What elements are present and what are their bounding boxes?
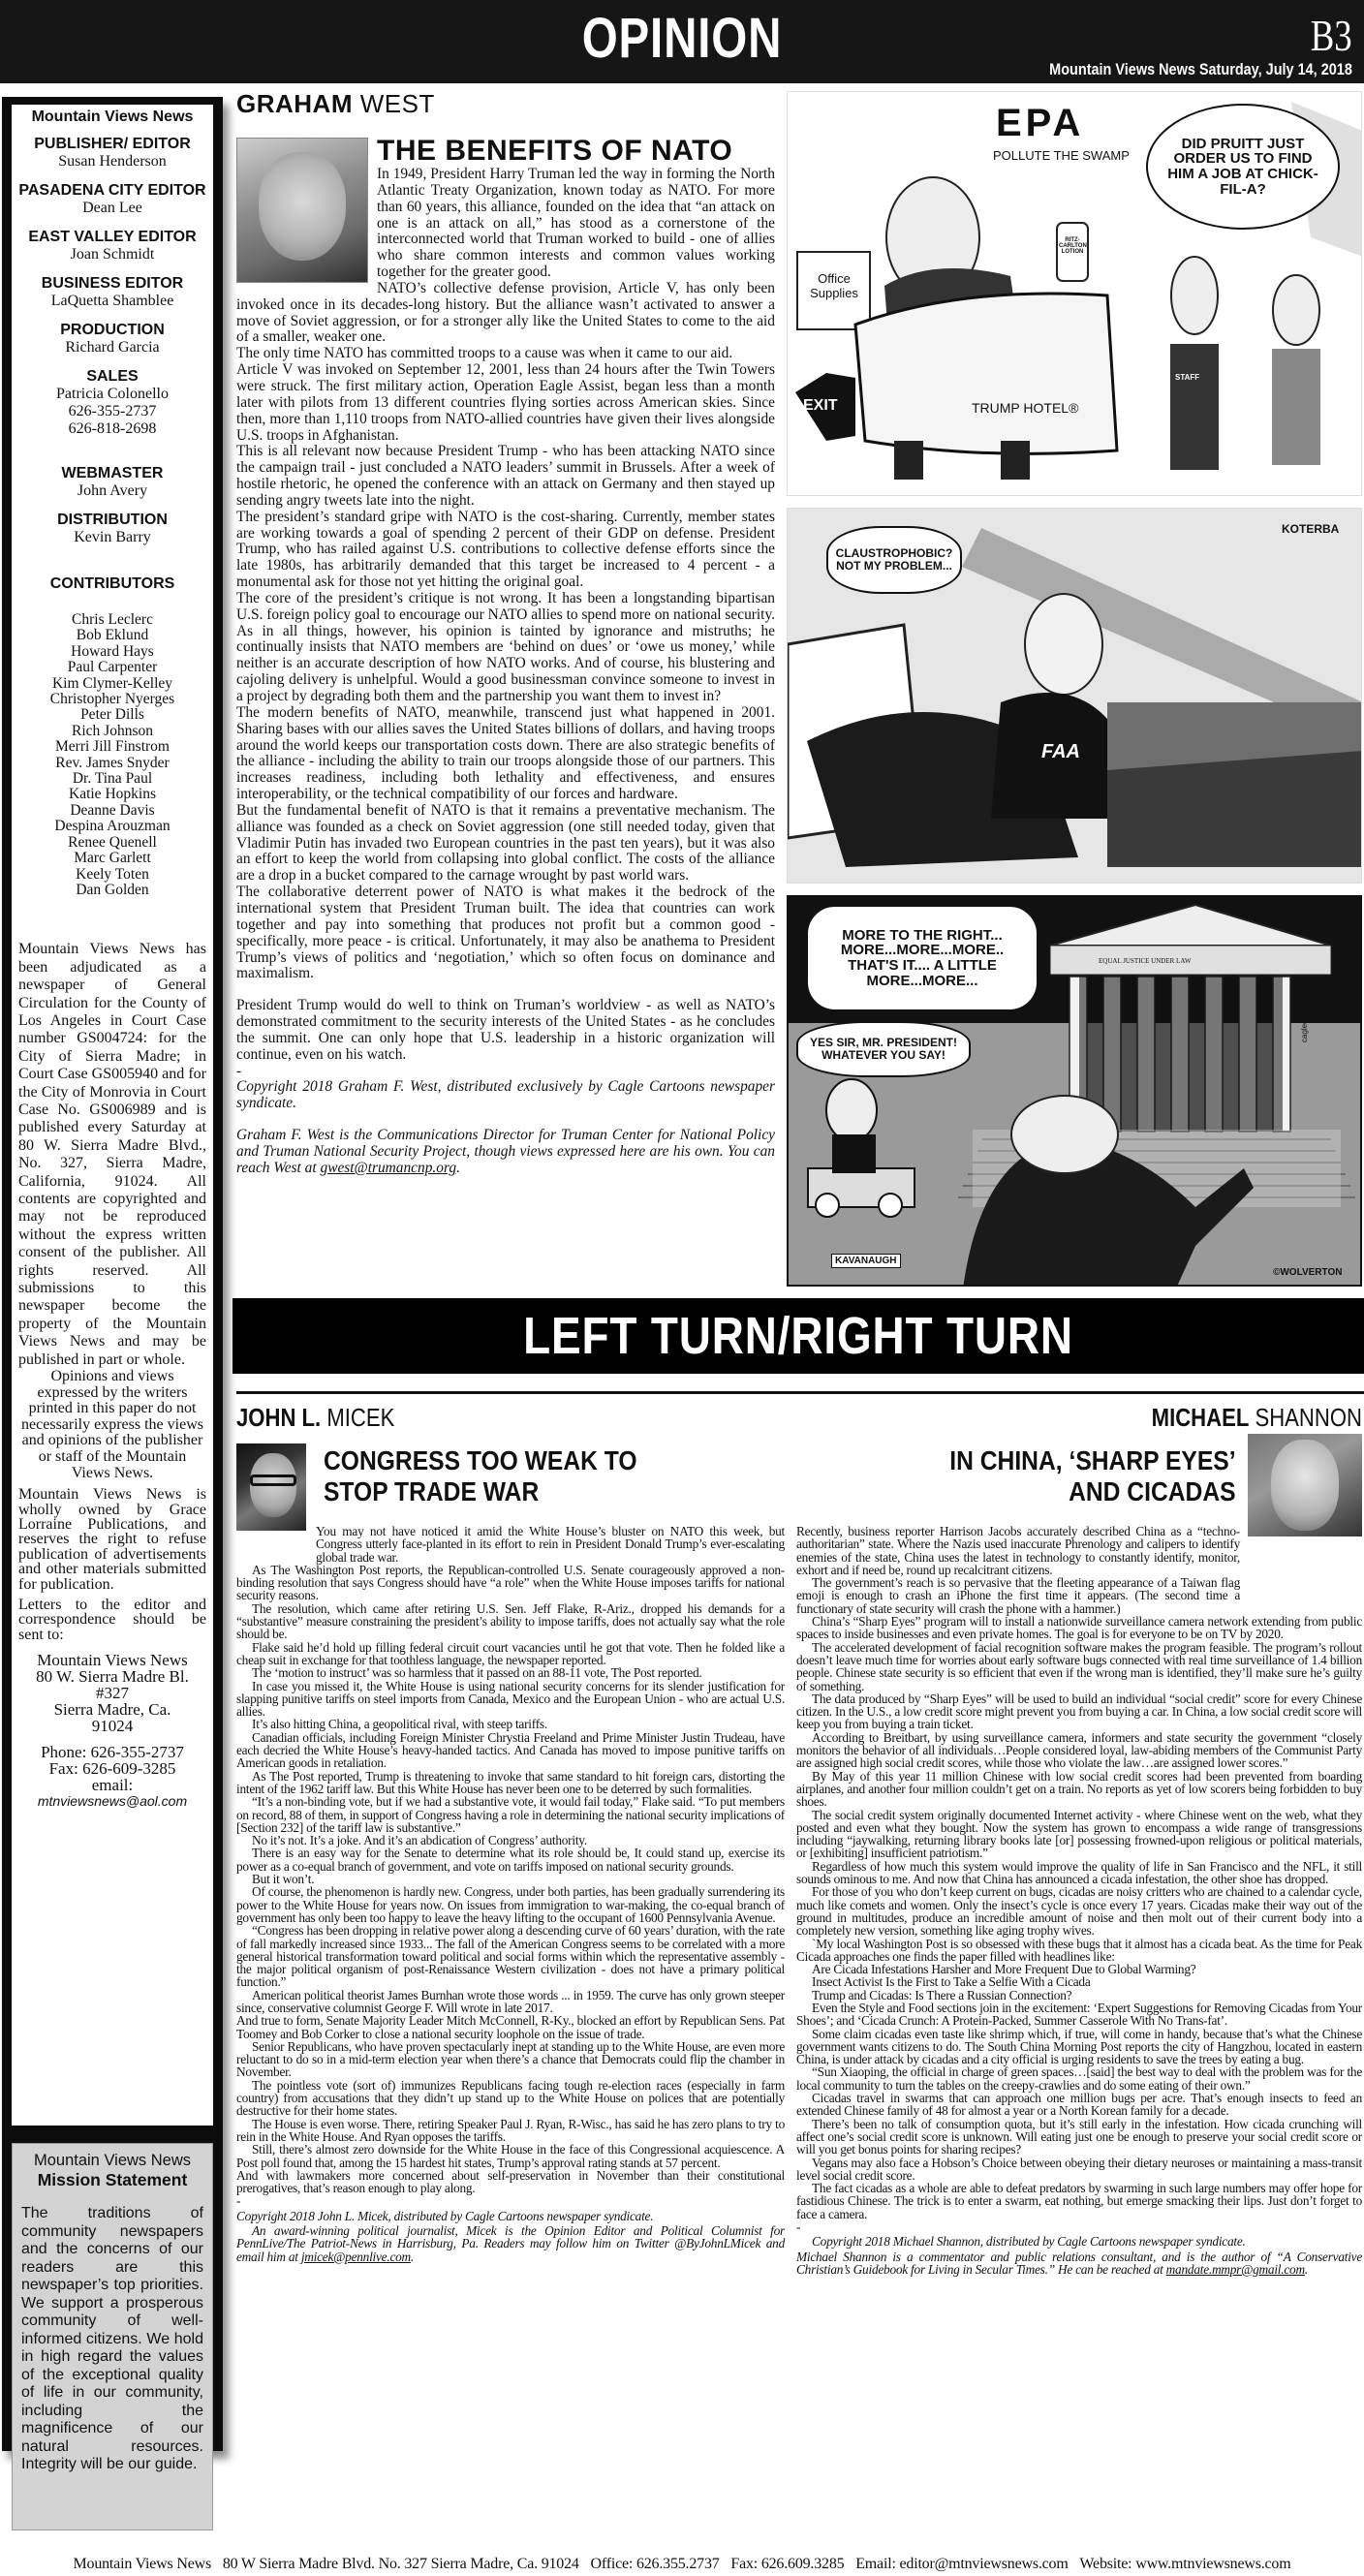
letters-notice: Letters to the editor and correspondence should be sent to:: [18, 1597, 206, 1643]
staff-name: Joan Schmidt: [70, 246, 155, 263]
paragraph: There is an easy way for the Senate to determine what its role should be, It could stand up, exercise its power as a co-equal branch of government, and vote on tariffs imposed on national security grounds.: [236, 1846, 785, 1874]
article-body: [236, 1525, 785, 2263]
email-label: email:: [91, 1776, 134, 1795]
paragraph: The modern benefits of NATO, meanwhile, transcend just what happened in 2001. Sharing bases with our allies saves the United States billions of dollars, and having troops around the world keeps our transportation costs down. There are also strategic benefits of the alliance - including the ability to train our troops alongside those of our partners. This increases readiness, including both lethality and effectiveness, and ensures interoperability, or the technical compatibility of our forces and hardware.: [236, 703, 775, 803]
paragraph: As The Post reported, Trump is threatening to invoke that same standard to hit foreign cars, distorting the intent of the 1962 tariff law. But this White House has never been one to be deterred by such formalities.: [236, 1768, 785, 1796]
contributor: Rich Johnson: [72, 722, 153, 739]
paragraph: The House is even worse. There, retiring Speaker Paul J. Ryan, R-Wisc., has said he has zero plans to try to rein in the White House. And Ryan opposes the tariffs.: [236, 2116, 785, 2144]
author-email-link[interactable]: jmicek@pennlive.com: [300, 2249, 411, 2264]
copyright-notice: Copyright 2018 Graham F. West, distributed exclusively by Cagle Cartoons newspaper syndicate.: [236, 1078, 775, 1112]
contributor: Renee Quenell: [68, 833, 157, 851]
photo-spacer: [1240, 1525, 1362, 1540]
masthead: [0, 0, 1364, 83]
paragraph: The collaborative deterrent power of NATO is what makes it the bedrock of the international system that President Truman built. The idea that countries can work together and pay into something that produces not profit but a common good - specifically, more peace - is critical. Unfortunately, it may also be anathema to President Trump’s views of politics and ‘negotiation,’ which so often focus on dominance and maximalism.: [236, 884, 775, 982]
paragraph: There’s been no talk of consumption quota, but it’s still early in the infestation. How cicada crunching will affect one’s social credit score is unknown. Will eating just one be enough to preserve your social credit score or will you get bonus points for sharing recipes?: [796, 2116, 1362, 2157]
paragraph: But it won’t.: [252, 1872, 315, 1887]
separator: -: [796, 2219, 801, 2235]
photo-spacer: [1240, 1540, 1362, 1595]
cartoonist-signature: KOTERBA: [1282, 522, 1340, 536]
author-email-link[interactable]: gwest@trumancnp.org: [320, 1159, 457, 1176]
cartoon-subtitle: POLLUTE THE SWAMP: [993, 148, 1130, 163]
bio-text: An award-winning political journalist, Micek is the Opinion Editor and Political Columnist for PennLive/The Patriot-News in Harrisburg, Pa. Readers may follow him on Twitter @ByJohnLMicek and email him at: [236, 2223, 785, 2264]
copyright-notice: Copyright 2018 John L. Micek, distributed by Cagle Cartoons newspaper syndicate.: [236, 2208, 654, 2223]
fax: Fax: 626-609-3285: [48, 1759, 176, 1779]
bio-text: .: [410, 2249, 415, 2264]
staff-role: DISTRIBUTION: [57, 512, 168, 528]
paragraph: According to Breitbart, by using surveillance camera, informers and state security the government “closely monitors the behavior of all individuals…People considered loyal, law-abiding members of the Communist Party are assigned high social credit scores, while those who violate the law…are assigned lower scores.”: [796, 1729, 1362, 1771]
address-line: 91024: [91, 1717, 134, 1736]
paragraph: The social credit system originally documented Internet activity - where Chinese went on the web, what they posted and even what they bought. Now the system has grown to encompass a wide range of transgressions including “jaywalking, returning library books late [or] possessing frowned-upon religious or political materials, or [exhibiting] insufficient patriotism.”: [796, 1807, 1362, 1861]
article-benefits-of-nato: [236, 89, 775, 1290]
sales-phone: 626-818-2698: [68, 420, 157, 437]
headline-line: IN CHINA, ‘SHARP EYES’: [949, 1445, 1236, 1475]
author-byline: [236, 89, 775, 119]
editorial-cartoon-kavanaugh: [787, 895, 1362, 1287]
paragraph: Even the Style and Food sections join in the excitement: ‘Expert Suggestions for Removing Cicadas from Your Shoes’; and ‘Cicada Crunch: A Protein-Packed, Summer Casserole With No Trans-fat’.: [796, 2000, 1362, 2029]
speech-bubble-president: MORE TO THE RIGHT... MORE...MORE...MORE.. THAT'S IT.... A LITTLE MORE...MORE...: [806, 905, 1038, 1011]
paragraph: Recently, business reporter Harrison Jacobs accurately described China as a “techno-authoritarian” state. Where the Nazis used inaccurate Phrenology and calipers to identify enemies of the state, China uses the latest in technology to constantly identify, monitor, exhort and if need be, round up recalcitrant citizens.: [796, 1524, 1240, 1577]
cartoon-label: TRUMP HOTEL®: [972, 400, 1079, 416]
page-footer: [0, 2556, 1364, 2573]
cartoon-label: FAA: [1041, 741, 1080, 762]
contributor: Peter Dills: [80, 706, 144, 724]
contributor: Paul Carpenter: [67, 659, 158, 676]
staff-role: EAST VALLEY EDITOR: [28, 229, 197, 245]
staff-role: PUBLISHER/ EDITOR: [34, 136, 191, 152]
section-banner: [232, 1298, 1364, 1374]
paragraph: Vegans may also face a Hobson’s Choice between obeying their dietary neuroses or maintaining a mass-transit level social credit score.: [796, 2155, 1362, 2183]
bio-text: Michael Shannon is a commentator and public relations consultant, and is the author of “A Conservative Christian’s Guidebook for Living in Secular Times.” He can be reached at: [796, 2249, 1362, 2277]
contributor: Marc Garlett: [74, 850, 151, 867]
article-body: [236, 167, 775, 1177]
speech-bubble: DID PRUITT JUST ORDER US TO FIND HIM A JOB AT CHICK-FIL-A?: [1146, 104, 1340, 230]
author-photo: [236, 1443, 306, 1531]
cartoon-watermark: caglecartoons.com: [1300, 977, 1309, 1042]
mailing-address: [18, 1652, 206, 1734]
paragraph: `My local Washington Post is so obsessed with these bugs that it almost has a cicada beat. As the time for Peak Cicada approaches one finds the paper filled with headlines like:: [796, 1936, 1362, 1964]
paragraph: But the fundamental benefit of NATO is that it remains a preventative mechanism. The alliance was founded as a check on Soviet aggression (one still needed today, given that Vladimir Putin has invaded two European countries in the past ten years), but it was also an effort to keep the world from collapsing into global conflict. The costs of the alliance are a drop in a bucket compared to the carnage wrought by past world wars.: [236, 801, 775, 885]
paragraph: Senior Republicans, who have proven spectacularly inept at standing up to the White House, are even more reluctant to do so in a mid-term election year when there’s a chance that Democrats could flip the chamber in November.: [236, 2038, 785, 2080]
paragraph: American political theorist James Burnhan wrote those words ... in 1959. The curve has only grown steeper since, conservative columnist George F. Will wrote in late 2017.: [236, 1987, 785, 2015]
staff-role: PRODUCTION: [60, 322, 165, 338]
ownership-notice: Mountain Views News is wholly owned by Grace Lorraine Publications, and reserves the right to refuse publication of advertisements and other materials submitted for publication.: [18, 1486, 206, 1593]
opinion-disclaimer: Opinions and views expressed by the writers printed in this paper do not necessarily express the views and opinions of the publisher or staff of the Mountain Views News.: [21, 1368, 203, 1481]
headline-example: Are Cicada Infestations Harsher and More Frequent Due to Global Warming?: [812, 1962, 1196, 1977]
paragraph: The government’s reach is so pervasive that the fleeting appearance of a Taiwan flag emoji is enough to crash an iPhone the first time it appears. (The second time a functionary of state security will crash the phone with a hammer.): [796, 1575, 1240, 1616]
headline-example: Trump and Cicadas: Is There a Russian Connection?: [812, 1987, 1072, 2002]
paragraph: This is all relevant now because President Trump - who has been attacking NATO since the campaign trail - just concluded a NATO leaders’ summit in Brussels. After a week of hostile rhetoric, he opened the conference with an attack on Germany and then stayed up sending angry tweets late into the night.: [236, 443, 775, 509]
contributor: Dr. Tina Paul: [72, 770, 153, 788]
paragraph: The resolution, which came after retiring U.S. Sen. Jeff Flake, R-Ariz., dropped his demands for a “substantive” measure constraining the president’s ability to impose tariffs, does not actually say what the role should be.: [236, 1600, 785, 1642]
paragraph: Article V was invoked on September 12, 2001, less than 24 hours after the Twin Towers were struck. The first military action, Operation Eagle Assist, began less than a month later with pilots from 13 different countries flying sorties across American skies. Since then, more than 1,110 troops from NATO-allied countries have given their lives alongside U.S. troops in Afghanistan.: [236, 361, 775, 444]
footer-publication: Mountain Views News: [73, 2556, 211, 2572]
paragraph: Canadian officials, including Foreign Minister Chrystia Freeland and Prime Minister Justin Trudeau, have each decried the White House’s heavy-handed tactics. And Canada has moved to impose punitive tariffs on American goods in retaliation.: [236, 1729, 785, 1771]
paragraph: No it’s not. It’s a joke. And it’s an abdication of Congress’ authority.: [252, 1833, 587, 1848]
paragraph: As The Washington Post reports, the Republican-controlled U.S. Senate courageously approved a non-binding resolution that says Congress should have “a role” when the White House imposes tariffs for national security reasons.: [236, 1562, 785, 1603]
address-line: Mountain Views News: [37, 1651, 188, 1670]
paragraph: Of course, the phenomenon is hardly new. Congress, under both parties, has been gradually surrendering its power to the White House for years now. On issues from immigration to war-making, the co-equal branch of government has only been too happy to leave the heavy lifting to the occupant of 1600 Pennsylvania Avenue.: [236, 1884, 785, 1925]
building-inscription: EQUAL JUSTICE UNDER LAW: [1099, 957, 1192, 965]
glasses-icon: [250, 1474, 296, 1486]
contributors-heading: CONTRIBUTORS: [49, 575, 175, 592]
phone: Phone: 626-355-2737: [41, 1743, 184, 1762]
contributors-list: [18, 612, 206, 898]
paragraph: The pointless vote (sort of) immunizes Republicans facing tough re-election races (especially in farm country) from accusations that they didn’t up stand up to the White House on polices that are potentially destructive for their home states.: [236, 2077, 785, 2119]
paragraph: You may not have noticed it amid the White House’s bluster on NATO this week, but Congress utterly face-planted in its effort to rein in President Donald Trump’s ever-escalating global trade war.: [316, 1524, 785, 1565]
contributor: Merri Jill Finstrom: [55, 738, 170, 756]
photo-spacer: [236, 167, 377, 281]
separator: -: [236, 2193, 241, 2209]
author-first-name: GRAHAM: [236, 89, 353, 118]
footer-website-link[interactable]: Website: www.mtnviewsnews.com: [1079, 2556, 1291, 2572]
contributor: Bob Eklund: [76, 627, 149, 644]
paragraph: The ‘motion to instruct’ was so harmless that it passed on an 88-11 vote, The Post reported.: [252, 1665, 702, 1681]
cartoon-label: KAVANAUGH: [831, 1254, 901, 1268]
section-divider: [236, 1391, 1364, 1394]
banner-title: LEFT TURN/RIGHT TURN: [523, 1307, 1073, 1365]
author-first-name: MICHAEL: [1151, 1403, 1250, 1432]
staff-name: Patricia Colonello: [56, 386, 169, 402]
mission-statement-box: [12, 2143, 213, 2530]
headline-line: CONGRESS TOO WEAK TO: [324, 1445, 637, 1475]
author-byline: [236, 1403, 702, 1433]
paragraph: In 1949, President Harry Truman led the way in forming the North Atlantic Treaty Organization, known today as NATO. For more than 60 years, this alliance, founded on the idea that “an attack on one is an attack on all,” has stood as a cornerstone of the interconnected world that Truman worked to build - one of allies who share common interests and common values working together for the greater good.: [377, 166, 775, 281]
staff-role: BUSINESS EDITOR: [41, 275, 184, 292]
page-number: B3: [1311, 11, 1352, 60]
staff-role: WEBMASTER: [61, 465, 164, 481]
footer-fax: Fax: 626.609.3285: [730, 2556, 845, 2572]
headline-line: STOP TRADE WAR: [324, 1476, 540, 1506]
contributor: Keely Toten: [76, 865, 149, 883]
footer-email-link[interactable]: Email: editor@mtnviewsnews.com: [855, 2556, 1069, 2572]
paragraph: “Congress has been dropping in relative power along a descending curve of 60 years’ duration, with the rate of fall markedly increased since 1933... The fall of the American Congress seems to be correlated with a more general historical transformation toward political and social forms within which the representative assembly - the major political organism of post-Renaissance Western civilization - does not have a primary political function.”: [236, 1923, 785, 1990]
staff-name: Dean Lee: [82, 200, 142, 216]
paragraph: The fact cicadas as a whole are able to defeat predators by swarming in such large numbers may offer hope for fastidious Chinese. The trick is to enter a swarm, eat nothing, but emerge smacking their lips. Just don’t forget to face a camera.: [796, 2181, 1362, 2221]
editorial-cartoon-epa: [787, 91, 1362, 496]
sidebar-email-link[interactable]: mtnviewsnews@aol.com: [37, 1793, 188, 1810]
author-bio: [796, 2250, 1362, 2277]
contributor: Deanne Davis: [70, 801, 155, 819]
paragraph: It’s also hitting China, a geopolitical rival, with steep tariffs.: [252, 1717, 547, 1732]
sales-phone: 626-355-2737: [68, 403, 157, 419]
paragraph: Still, there’s almost zero downside for the White House in the face of this Congressional acquiescence. A Post poll found that, among the 15 hardest hit states, Trump’s approval rating stands at 57 percent.: [236, 2142, 785, 2170]
article-congress-trade-war: [236, 1403, 785, 2546]
paragraph: Flake said he’d hold up filling federal circuit court vacancies until he got that vote. Then he folded like a cheap suit in exchange for that toothless language, the newspaper reported.: [236, 1639, 785, 1667]
staff-role: PASADENA CITY EDITOR: [18, 182, 206, 199]
sidebar-brand: Mountain Views News: [31, 109, 194, 125]
paragraph: “It’s a non-binding vote, but if we had a substantive vote, it would fail today,” Flake said. “To put members on record, 88 of them, in support of Congress having a role in determining the national security implications of [Section 232] of the tariff law is substantive.”: [236, 1794, 785, 1835]
separator: -: [236, 1062, 242, 1079]
cartoon-label: RITZ-CARLTON LOTION: [1059, 237, 1087, 255]
paragraph: By May of this year 11 million Chinese with low social credit scores had been prevented from boarding airplanes, and another four million couldn’t get on a train. No reports as yet of low scorers being forbidden to buy shoes.: [796, 1768, 1362, 1810]
paragraph: For those of you who don’t keep current on bugs, cicadas are noisy critters who are chained to a calendar cycle, much like comets and women. Only the insect’s cycle is once every 17 years. Cicadas make their way out of the ground in multitudes, produce an incredible amount of noise and then molt out of their current body into a completely new version, something like aging trophy wives.: [796, 1884, 1362, 1939]
staff-name: John Avery: [77, 482, 148, 499]
footer-address: 80 W Sierra Madre Blvd. No. 327 Sierra Madre, Ca. 91024: [222, 2556, 579, 2572]
closing-paragraph: President Trump would do well to think on Truman’s worldview - as well as NATO’s demonstrated commitment to the security interests of the United States - as he concludes the summit. One can only hope that U.S. leadership in a historic organization will continue, even on his watch.: [236, 997, 775, 1063]
headline-example: Insect Activist Is the First to Take a Selfie With a Cicada: [812, 1974, 1091, 1990]
author-bio: [236, 1128, 775, 1177]
copyright-notice: Copyright 2018 Michael Shannon, distributed by Cagle Cartoons newspaper syndicate.: [812, 2234, 1246, 2250]
contributor: Dan Golden: [76, 881, 149, 898]
cartoon-label: STAFF: [1175, 373, 1200, 382]
staff-sidebar: [2, 97, 223, 2472]
paragraph: “Sun Xiaoping, the official in charge of green spaces…[said] the best way to deal with the problem was for the local community to turn the tables on the creepy-crawlies and do some eating of their own.”: [796, 2064, 1362, 2093]
paragraph: In case you missed it, the White House is using national security concerns for its slender justification for slapping punitive tariffs on steel imports from Canada, Mexico and the European Union - who are actual U.S. allies.: [236, 1678, 785, 1720]
staff-name: Richard Garcia: [65, 339, 160, 356]
dateline: Mountain Views News Saturday, July 14, 2018: [1049, 60, 1352, 78]
paragraph: Cicadas travel in swarms that can approach one million bugs per acre. That’s enough insects to feed an extended Chinese family of 48 for almost a year or a North Korean family for a decade.: [796, 2091, 1362, 2119]
staff-name: LaQuetta Shamblee: [50, 293, 174, 309]
paragraph: The data produced by “Sharp Eyes” will be used to build an individual “social credit” score for every Chinese citizen. In the U.S., a low credit score might prevent you from buying a car. In China, a low social credit score will keep you from buying a train ticket.: [796, 1691, 1362, 1732]
paragraph: NATO’s collective defense provision, Article V, has only been invoked once in its decades-long history. But the alliance wasn’t activated to answer a move of Soviet aggression, or for a stronger ally like the United States to come to the aid of a smaller, weaker one.: [236, 279, 775, 346]
article-body: [796, 1525, 1362, 2276]
cartoon-label: Office Supplies: [810, 271, 858, 300]
article-headline: [950, 1445, 1236, 1507]
footer-office-phone: Office: 626.355.2737: [590, 2556, 720, 2572]
author-byline: [882, 1403, 1362, 1433]
mission-title: Mission Statement: [37, 2170, 188, 2189]
paragraph: The only time NATO has committed troops to a cause was when it came to our aid.: [236, 345, 733, 362]
bio-text: Graham F. West is the Communications Director for Truman Center for National Policy and Truman National Security Project, though views expressed here are his own. You can reach West at: [236, 1127, 775, 1176]
contributor: Chris Leclerc: [72, 611, 153, 628]
speech-bubble-reply: YES SIR, MR. PRESIDENT! WHATEVER YOU SAY!: [796, 1021, 971, 1077]
bio-text: .: [1304, 2261, 1308, 2277]
staff-name: Susan Henderson: [58, 153, 167, 170]
address-line: Sierra Madre, Ca.: [53, 1700, 171, 1720]
headline-line: AND CICADAS: [1069, 1476, 1236, 1506]
staff-box: [12, 105, 213, 2126]
cartoon-title: EPA: [996, 102, 1085, 144]
cartoon-label: EXIT: [803, 397, 838, 414]
closing-paragraph: And with lawmakers more concerned about self-preservation in November than their constitutional prerogatives, that’s reason enough to play along.: [236, 2167, 785, 2196]
contributor: Rev. James Snyder: [55, 754, 170, 771]
article-headline: THE BENEFITS OF NATO: [377, 135, 733, 167]
paragraph: Some claim cicadas even taste like shrimp which, if true, will come in handy, because that’s what the Chinese government wants citizens to do. The South China Morning Post reports the city of Hangzhou, located in eastern China, is under attack by cicadas and a city official is urging residents to save the trees by eating a bug.: [796, 2026, 1362, 2067]
author-last-name: WEST: [353, 89, 435, 118]
author-bio: [236, 2224, 785, 2263]
address-line: 80 W. Sierra Madre Bl.: [36, 1667, 189, 1687]
section-title: OPINION: [581, 7, 783, 70]
bio-text: .: [456, 1159, 460, 1176]
article-sharp-eyes-cicadas: [796, 1403, 1362, 2546]
author-email-link[interactable]: mandate.mmpr@gmail.com: [1165, 2261, 1305, 2277]
contributor: Christopher Nyerges: [49, 691, 175, 708]
author-first-name: JOHN L.: [236, 1403, 322, 1432]
author-photo: [1248, 1434, 1362, 1536]
photo-spacer: [236, 1525, 316, 1552]
paragraph: The president’s standard gripe with NATO is the cost-sharing. Currently, member states are working towards a goal of spending 2 percent of their GDP on defense. President Trump, who has railed against U.S. contributions to collective defense efforts since the late 1980s, has arbitrarily demanded that this target be increased to 4 percent - a monumental ask for those not yet hitting the original goal.: [236, 508, 775, 591]
staff-role: SALES: [86, 368, 139, 385]
editorial-cartoon-faa: [787, 508, 1362, 884]
cartoonist-signature: ©WOLVERTON: [1273, 1267, 1343, 1278]
legal-notice: Mountain Views News has been adjudicated as a newspaper of General Circulation for the County of Los Angeles in Court Case number GS004724: for the City of Sierra Madre; in Court Case GS005940 and for the City of Monrovia in Court Case No. GS006989 and is published every Saturday at 80 W. Sierra Madre Blvd., No. 327, Sierra Madre, California, 91024. All contents are copyrighted and may not be reproduced without the express written consent of the publisher. All rights reserved. All submissions to this newspaper become the property of the Mountain Views News and may be published in part or whole.: [18, 941, 206, 1368]
contributor: Howard Hays: [71, 642, 154, 660]
mission-text: The traditions of community newspapers and the concerns of our readers are this newspaper’s top priorities. We support a prosperous community of well-informed citizens. We hold in high regard the values of the exceptional quality of life in our community, including the magnificence of our natural resources. Integrity will be our guide.: [21, 2205, 203, 2472]
mission-brand: Mountain Views News: [33, 2152, 192, 2169]
author-last-name: SHANNON: [1249, 1403, 1362, 1432]
author-last-name: MICEK: [321, 1403, 395, 1432]
paragraph: China’s “Sharp Eyes” program will to install a nationwide surveillance camera network extending from public spaces to inside businesses and even private homes. The goal is for everyone to be on TV by 2020.: [796, 1614, 1362, 1642]
author-face: [1271, 1440, 1339, 1531]
speech-bubble: CLAUSTROPHOBIC? NOT MY PROBLEM...: [826, 526, 962, 594]
paragraph: Regardless of how much this system would improve the quality of life in San Francisco and the NFL, it still sounds ominous to me. And now that China has announced a cicada infestation, the other shoe has dropped.: [796, 1858, 1362, 1887]
paragraph: The accelerated development of facial recognition software makes the program feasible. The program’s rollout doesn’t leave much time for worries about early software bugs connected with real time surveillance of 1.4 billion people. Chinese state security is so efficient that even if the wrong man is identified, they’ll make sure he’s guilty of something.: [796, 1639, 1362, 1693]
paragraph: And true to form, Senate Majority Leader Mitch McConnell, R-Ky., blocked an effort by Republican Sens. Pat Toomey and Bob Corker to close a national security loophole on the issue of trade.: [236, 2013, 785, 2041]
contributor: Despina Arouzman: [54, 818, 170, 835]
contributor: Katie Hopkins: [69, 786, 156, 803]
article-headline: [324, 1445, 637, 1507]
address-line: #327: [96, 1684, 129, 1703]
paragraph: The core of the president’s critique is not wrong. It has been a longstanding bipartisan U.S. foreign policy goal to encourage our NATO allies to spend more on national security. As in all things, however, his opinion is tainted by ignorance and mistruths; he continually insists that NATO members are ‘behind on dues’ or ‘owe us money,’ while neither is an accurate description of how NATO works. And of course, his blustering and cajoling delivery is unhelpful. Would a good businessman convince someone to invest in a project by degrading both them and the partnership you want them to invest in?: [236, 589, 775, 704]
contributor: Kim Clymer-Kelley: [51, 674, 173, 692]
contact-info: [18, 1744, 206, 1793]
staff-name: Kevin Barry: [74, 529, 151, 545]
